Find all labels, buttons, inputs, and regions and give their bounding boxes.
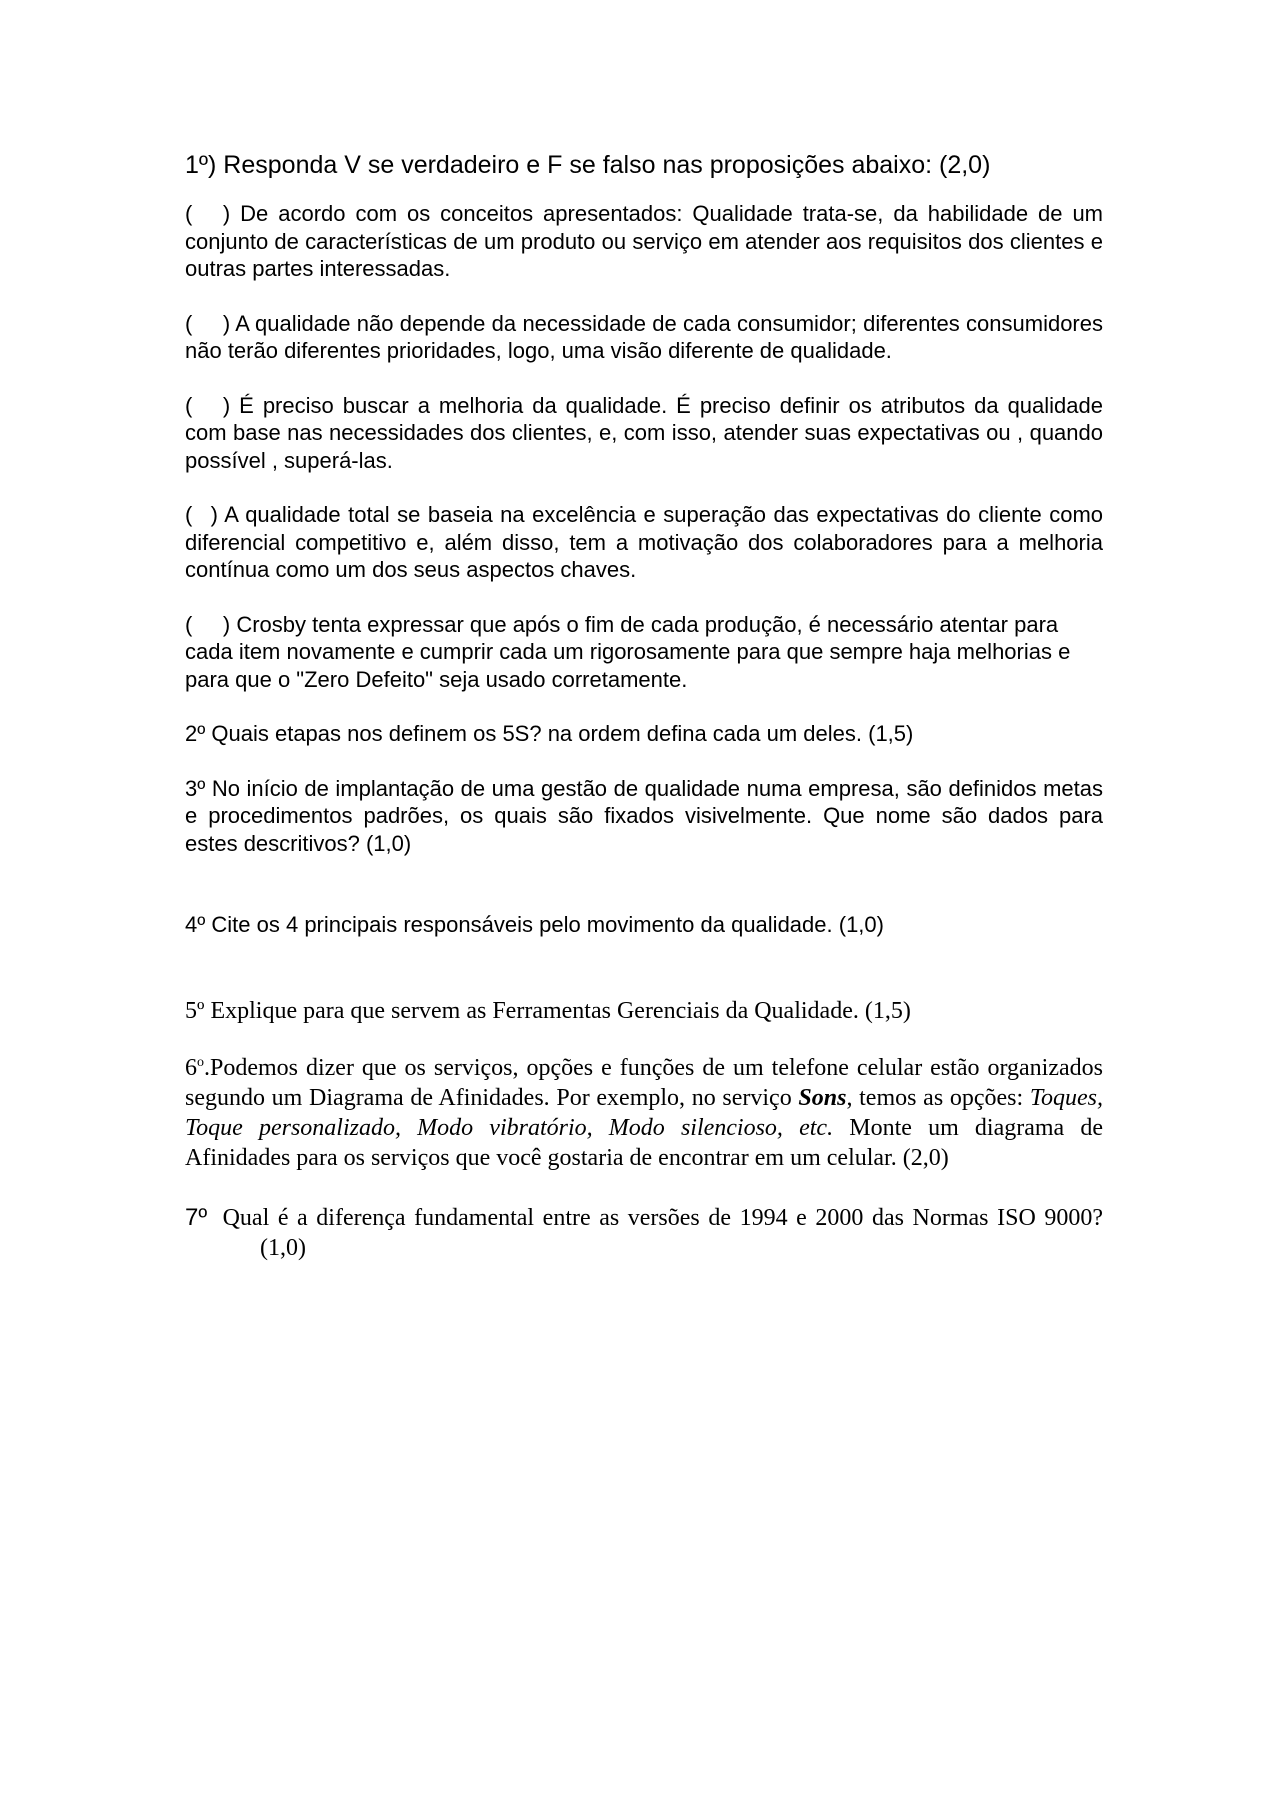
answer-blank: ( ) (185, 310, 231, 336)
question-7-number: 7º (185, 1203, 208, 1231)
service-options: Toques, Toque personalizado, Modo vibratório, Modo silencioso, etc. (185, 1084, 1103, 1141)
true-false-item-4 (185, 501, 1103, 584)
answer-blank: ( ) (185, 502, 218, 527)
question-6-intro: .Podemos dizer que os serviços, opções e funções de um telefone celular estão organizados segundo um Diagrama de Afinidades. Por exemplo, no serviço (185, 1054, 1103, 1111)
question-7 (185, 1203, 1103, 1263)
statement-text: Crosby tenta expressar que após o fim de cada produção, é necessário atentar para cada item novamente e cumprir cada um rigorosamente para que sempre haja melhorias e para que o "Zero Defeito" seja usado corretamente. (185, 611, 1071, 692)
true-false-item-5 (185, 611, 1103, 694)
true-false-item-2 (185, 310, 1103, 365)
question-1-title: 1º) Responda V se verdadeiro e F se falso nas proposições abaixo: (2,0) (185, 151, 991, 179)
true-false-item-1 (185, 200, 1103, 283)
question-6-closing: Monte um diagrama de Afinidades para os serviços que você gostaria de encontrar em um celular. (2,0) (185, 1114, 1103, 1171)
statement-text: A qualidade total se baseia na excelência e superação das expectativas do cliente como diferencial competitivo e, além disso, tem a motivação dos colaboradores para a melhoria contínua como um dos seus aspectos chaves. (185, 502, 1103, 582)
answer-blank: ( ) (185, 201, 231, 226)
question-2: 2º Quais etapas nos definem os 5S? na ordem defina cada um deles. (1,5) (185, 721, 914, 746)
question-6-after-service: , temos as opções: (846, 1084, 1030, 1111)
service-name: Sons (798, 1084, 847, 1111)
question-6 (185, 1053, 1103, 1173)
question-7-text: Qual é a diferença fundamental entre as versões de 1994 e 2000 das Normas ISO 9000? (1,0) (222, 1204, 1104, 1261)
question-5: 5º Explique para que servem as Ferramentas Gerenciais da Qualidade. (1,5) (185, 997, 911, 1024)
statement-text: De acordo com os conceitos apresentados: Qualidade trata-se, da habilidade de um conjunto de características de um produto ou serviço em atender aos requisitos dos clientes e outras partes interessadas. (185, 201, 1103, 281)
ordinal-indicator: o (197, 1054, 204, 1070)
answer-blank: ( ) (185, 611, 231, 637)
question-6-number: 6 (185, 1054, 197, 1081)
statement-text: É preciso buscar a melhoria da qualidade. É preciso definir os atributos da qualidade com base nas necessidades dos clientes, e, com isso, atender suas expectativas ou , quando possível , superá-las. (185, 392, 1103, 473)
document-page (185, 150, 1103, 1263)
statement-text: A qualidade não depende da necessidade de cada consumidor; diferentes consumidores não terão diferentes prioridades, logo, uma visão diferente de qualidade. (185, 310, 1103, 363)
true-false-item-3 (185, 392, 1103, 475)
answer-blank: ( ) (185, 392, 231, 418)
question-3: 3º No início de implantação de uma gestão de qualidade numa empresa, são definidos metas e procedimentos padrões, os quais são fixados visivelmente. Que nome são dados para estes descritivos? (1,0) (185, 775, 1103, 856)
question-4: 4º Cite os 4 principais responsáveis pelo movimento da qualidade. (1,0) (185, 912, 884, 937)
